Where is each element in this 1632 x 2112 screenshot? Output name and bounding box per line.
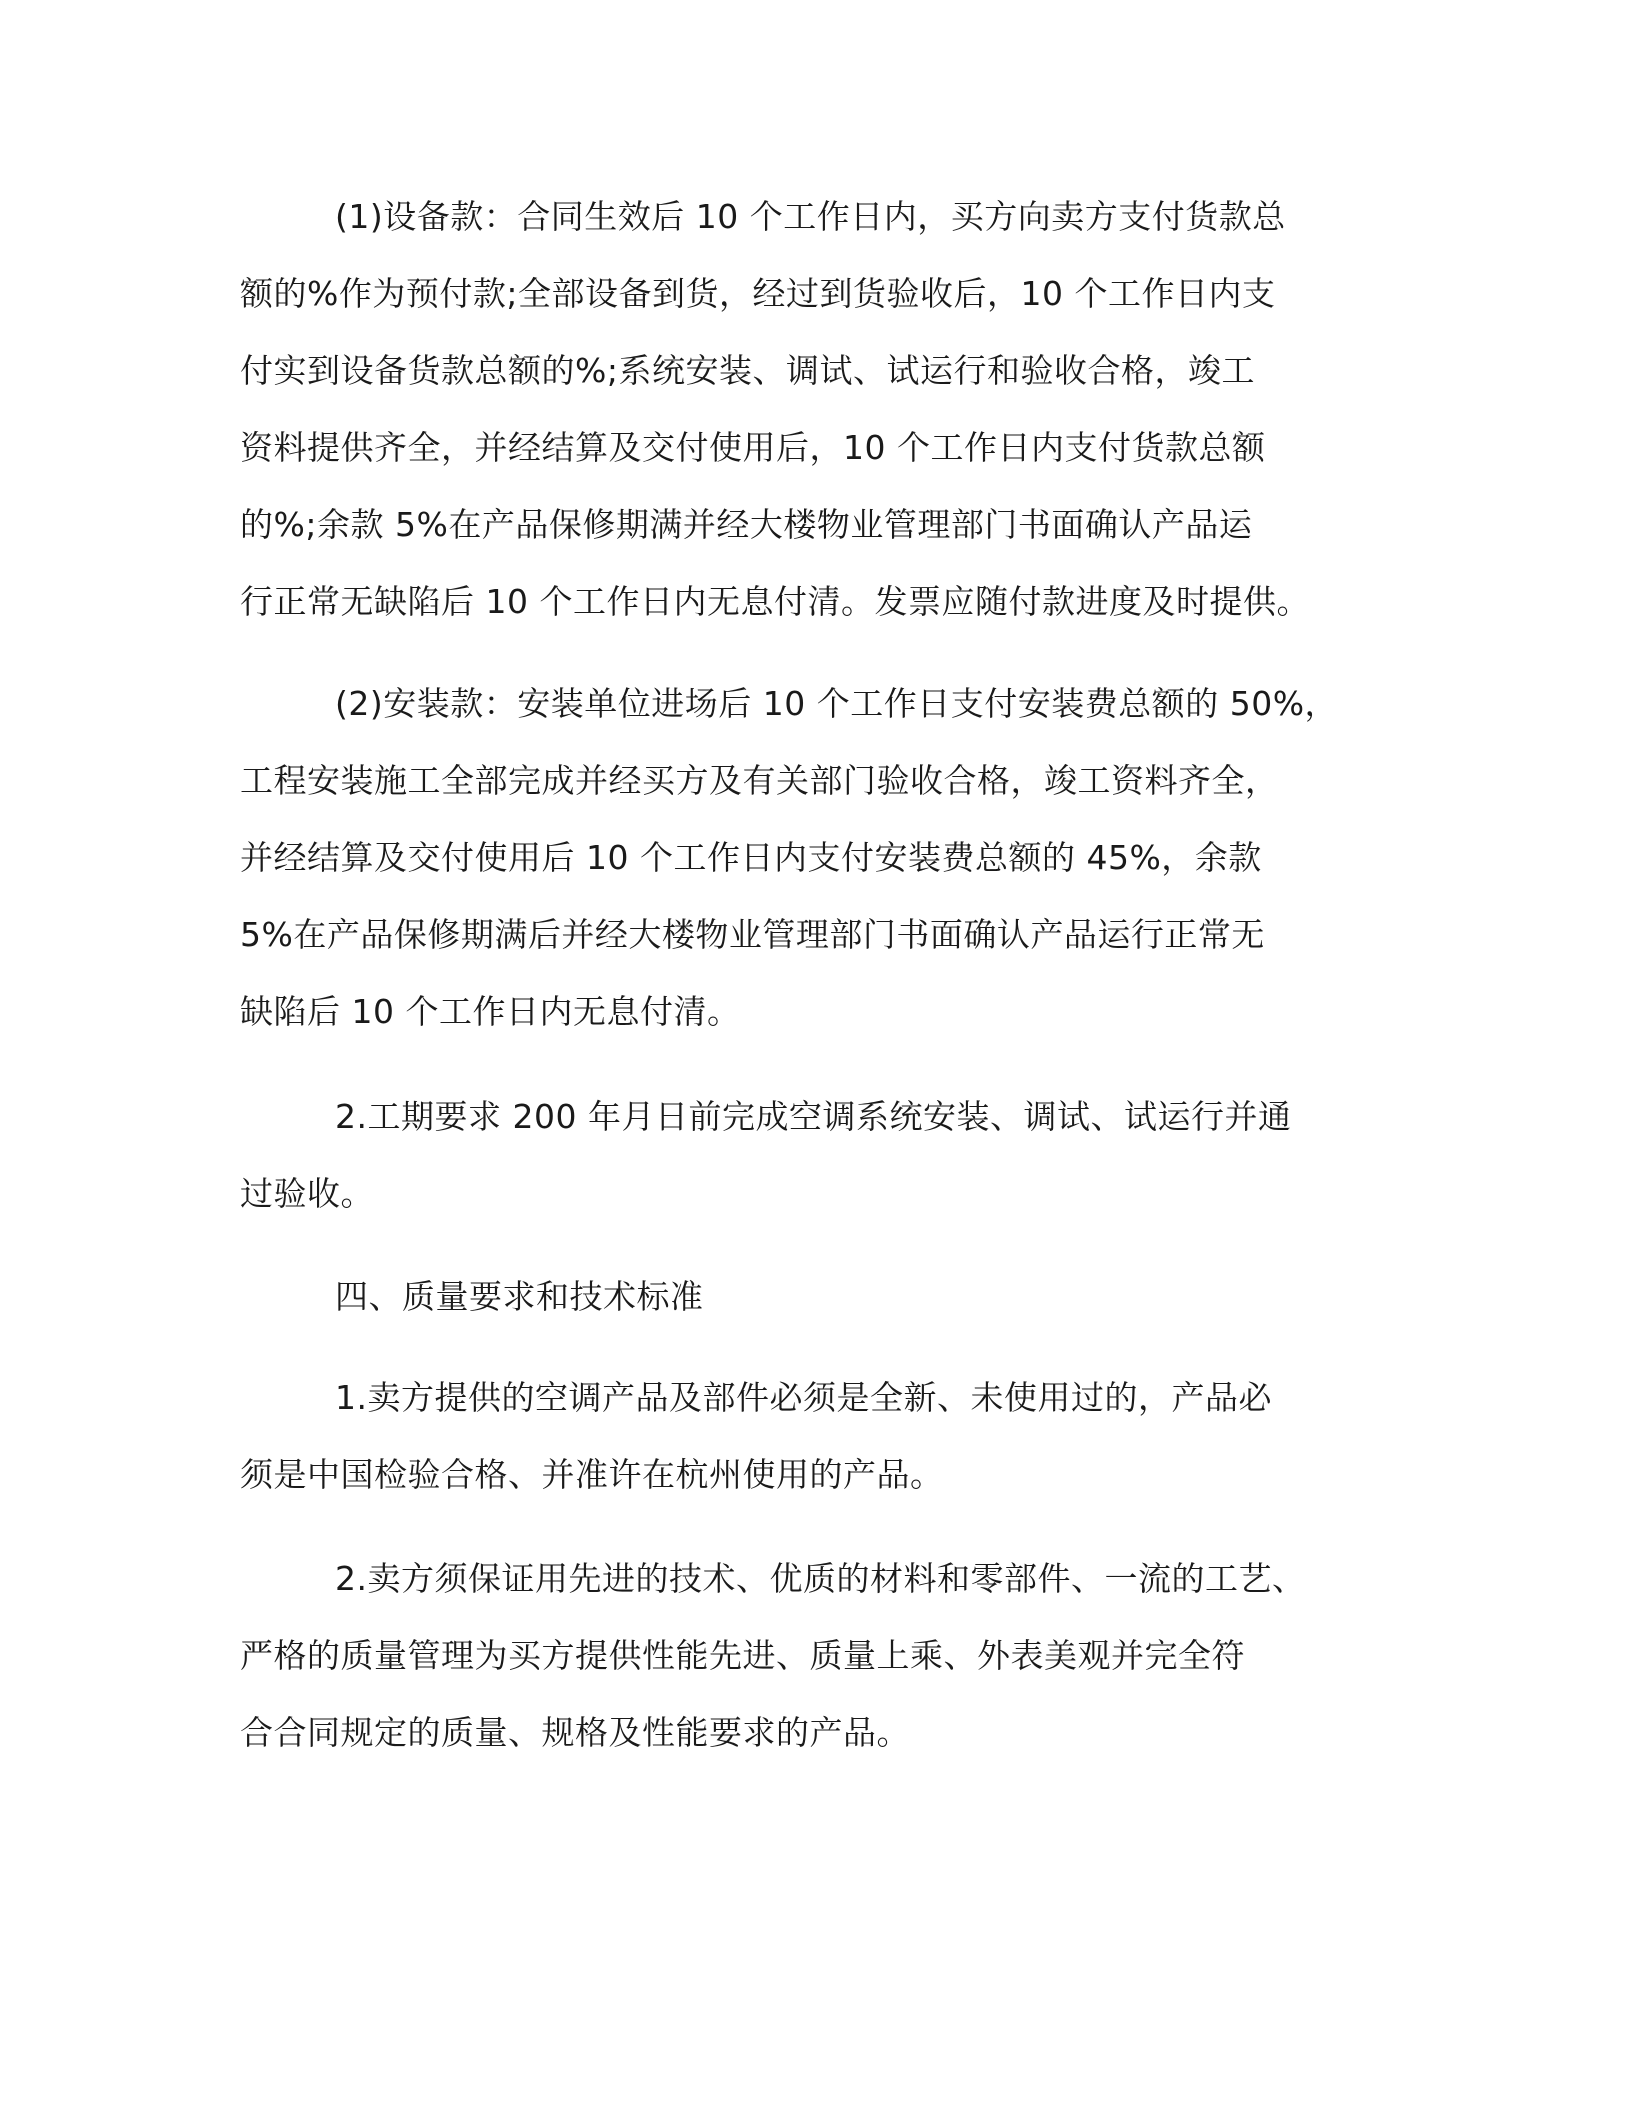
paragraph-quality-item-1 bbox=[240, 1359, 1420, 1513]
text-line: 并经结算及交付使用后 10 个工作日内支付安装费总额的 45%，余款 bbox=[240, 838, 1262, 877]
text-line: 1.卖方提供的空调产品及部件必须是全新、未使用过的，产品必 bbox=[335, 1378, 1272, 1417]
text-line: 的%;余款 5%在产品保修期满并经大楼物业管理部门书面确认产品运 bbox=[240, 505, 1253, 544]
heading-line: 四、质量要求和技术标准 bbox=[335, 1277, 704, 1316]
text-line: 须是中国检验合格、并准许在杭州使用的产品。 bbox=[240, 1455, 944, 1494]
text-line: (1)设备款：合同生效后 10 个工作日内，买方向卖方支付货款总 bbox=[335, 197, 1286, 236]
text-line: 行正常无缺陷后 10 个工作日内无息付清。发票应随付款进度及时提供。 bbox=[240, 582, 1310, 621]
paragraph-installation-payment bbox=[240, 665, 1420, 1050]
text-line: 合合同规定的质量、规格及性能要求的产品。 bbox=[240, 1713, 910, 1752]
text-line: 资料提供齐全，并经结算及交付使用后，10 个工作日内支付货款总额 bbox=[240, 428, 1266, 467]
paragraph-schedule-requirement bbox=[240, 1078, 1420, 1232]
text-line: (2)安装款：安装单位进场后 10 个工作日支付安装费总额的 50%， bbox=[335, 684, 1339, 723]
text-line: 额的%作为预付款;全部设备到货，经过到货验收后，10 个工作日内支 bbox=[240, 274, 1276, 313]
paragraph-equipment-payment bbox=[240, 178, 1420, 640]
text-line: 5%在产品保修期满后并经大楼物业管理部门书面确认产品运行正常无 bbox=[240, 915, 1265, 954]
section-heading-quality bbox=[240, 1258, 1420, 1335]
text-line: 工程安装施工全部完成并经买方及有关部门验收合格，竣工资料齐全， bbox=[240, 761, 1279, 800]
text-line: 缺陷后 10 个工作日内无息付清。 bbox=[240, 992, 741, 1031]
text-line: 2.卖方须保证用先进的技术、优质的材料和零部件、一流的工艺、 bbox=[335, 1559, 1306, 1598]
text-line: 付实到设备货款总额的%;系统安装、调试、试运行和验收合格，竣工 bbox=[240, 351, 1255, 390]
text-line: 过验收。 bbox=[240, 1174, 374, 1213]
text-line: 2.工期要求 200 年月日前完成空调系统安装、调试、试运行并通 bbox=[335, 1097, 1292, 1136]
paragraph-quality-item-2 bbox=[240, 1540, 1420, 1771]
text-line: 严格的质量管理为买方提供性能先进、质量上乘、外表美观并完全符 bbox=[240, 1636, 1245, 1675]
